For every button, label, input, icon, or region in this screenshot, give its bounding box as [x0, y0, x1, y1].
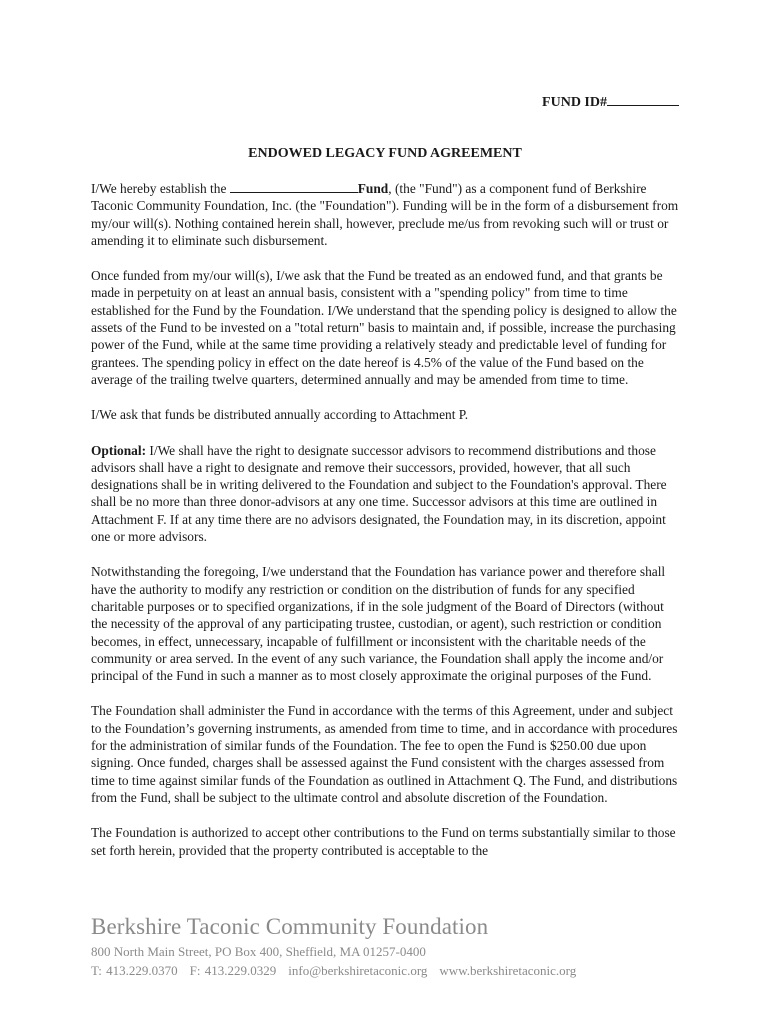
fund-id-blank[interactable]: [607, 92, 679, 106]
paragraph-contributions: The Foundation is authorized to accept other contributions to the Fund on terms substantially similar to those set forth herein, provided that the property contributed is acceptable to the: [91, 825, 676, 858]
optional-label: Optional:: [91, 442, 147, 458]
phone-number: T: 413.229.0370: [91, 963, 178, 978]
fund-id-field: [542, 92, 679, 111]
paragraph-distribution: I/We ask that funds be distributed annually according to Attachment P.: [91, 407, 469, 423]
organization-address: 800 North Main Street, PO Box 400, Sheffield, MA 01257-0400: [91, 944, 426, 959]
document-title: ENDOWED LEGACY FUND AGREEMENT: [248, 146, 522, 161]
paragraph-establish: I/We hereby establish the Fund, (the "Fund") as a component fund of Berkshire Taconic Community Foundation, Inc. (the "Foundation"). Funding will be in the form of a disbursement from my/our will(s). Nothing contained herein shall, however, preclude me/us from revoking such will or trust or amending it to eliminate such disbursement.: [91, 181, 679, 248]
organization-name: Berkshire Taconic Community Foundation: [91, 914, 489, 939]
paragraph-administration: The Foundation shall administer the Fund in accordance with the terms of this Agreement, under and subject to the Foundation’s governing instruments, as amended from time to time, and in accordance with procedures for the administration of similar funds of the Foundation. The fee to open the Fund is $250.00 due upon signing. Once funded, charges shall be assessed against the Fund consistent with the charges assessed from time to time against similar funds of the Foundation as outlined in Attachment Q. The Fund, and distributions from the Fund, shall be subject to the ultimate control and absolute discretion of the Foundation.: [91, 703, 678, 805]
letterhead-footer: [91, 912, 711, 980]
paragraph-optional-advisors: Optional: I/We shall have the right to designate successor advisors to recommend distributions and those advisors shall have a right to designate and remove their successors, provided, however, that all such designations shall be in writing delivered to the Foundation and subject to the Foundation's approval. There shall be no more than three donor-advisors at any one time. Successor advisors at this time are outlined in Attachment F. If at any time there are no advisors designated, the Foundation may, in its discretion, appoint one or more advisors.: [91, 442, 667, 545]
document-body: [91, 180, 683, 877]
website-url: www.berkshiretaconic.org: [439, 963, 577, 978]
paragraph-spending-policy: Once funded from my/our will(s), I/we ask that the Fund be treated as an endowed fund, and that grants be made in perpetuity on at least an annual basis, consistent with a "spending policy" from time to time established for the Fund by the Foundation. I/We understand that the spending policy is designed to allow the assets of the Fund to be invested on a "total return" basis to maintain and, if possible, increase the purchasing power of the Fund, while at the same time providing a relatively steady and predictable level of funding for grantees. The spending policy in effect on the date hereof is 4.5% of the value of the Fund based on the average of the trailing twelve quarters, determined annually and may be amended from time to time.: [91, 268, 677, 387]
email-address: info@berkshiretaconic.org: [288, 963, 428, 978]
fund-name-blank[interactable]: [230, 180, 358, 193]
contact-line: [91, 961, 711, 980]
paragraph-variance-power: Notwithstanding the foregoing, I/we understand that the Foundation has variance power and therefore shall have the authority to modify any restriction or condition on the distribution of funds for any specified charitable purposes or to specified organizations, if in the sole judgment of the Board of Directors (without the necessity of the approval of any participating trustee, custodian, or agent), such restriction or condition becomes, in effect, unnecessary, incapable of fulfillment or inconsistent with the charitable needs of the community or area served. In the event of any such variance, the Foundation shall apply the income and/or principal of the Fund in such a manner as to most closely approximate the original purposes of the Fund.: [91, 564, 666, 684]
fax-number: F: 413.229.0329: [189, 963, 277, 978]
fund-id-label: FUND ID#: [542, 95, 607, 110]
